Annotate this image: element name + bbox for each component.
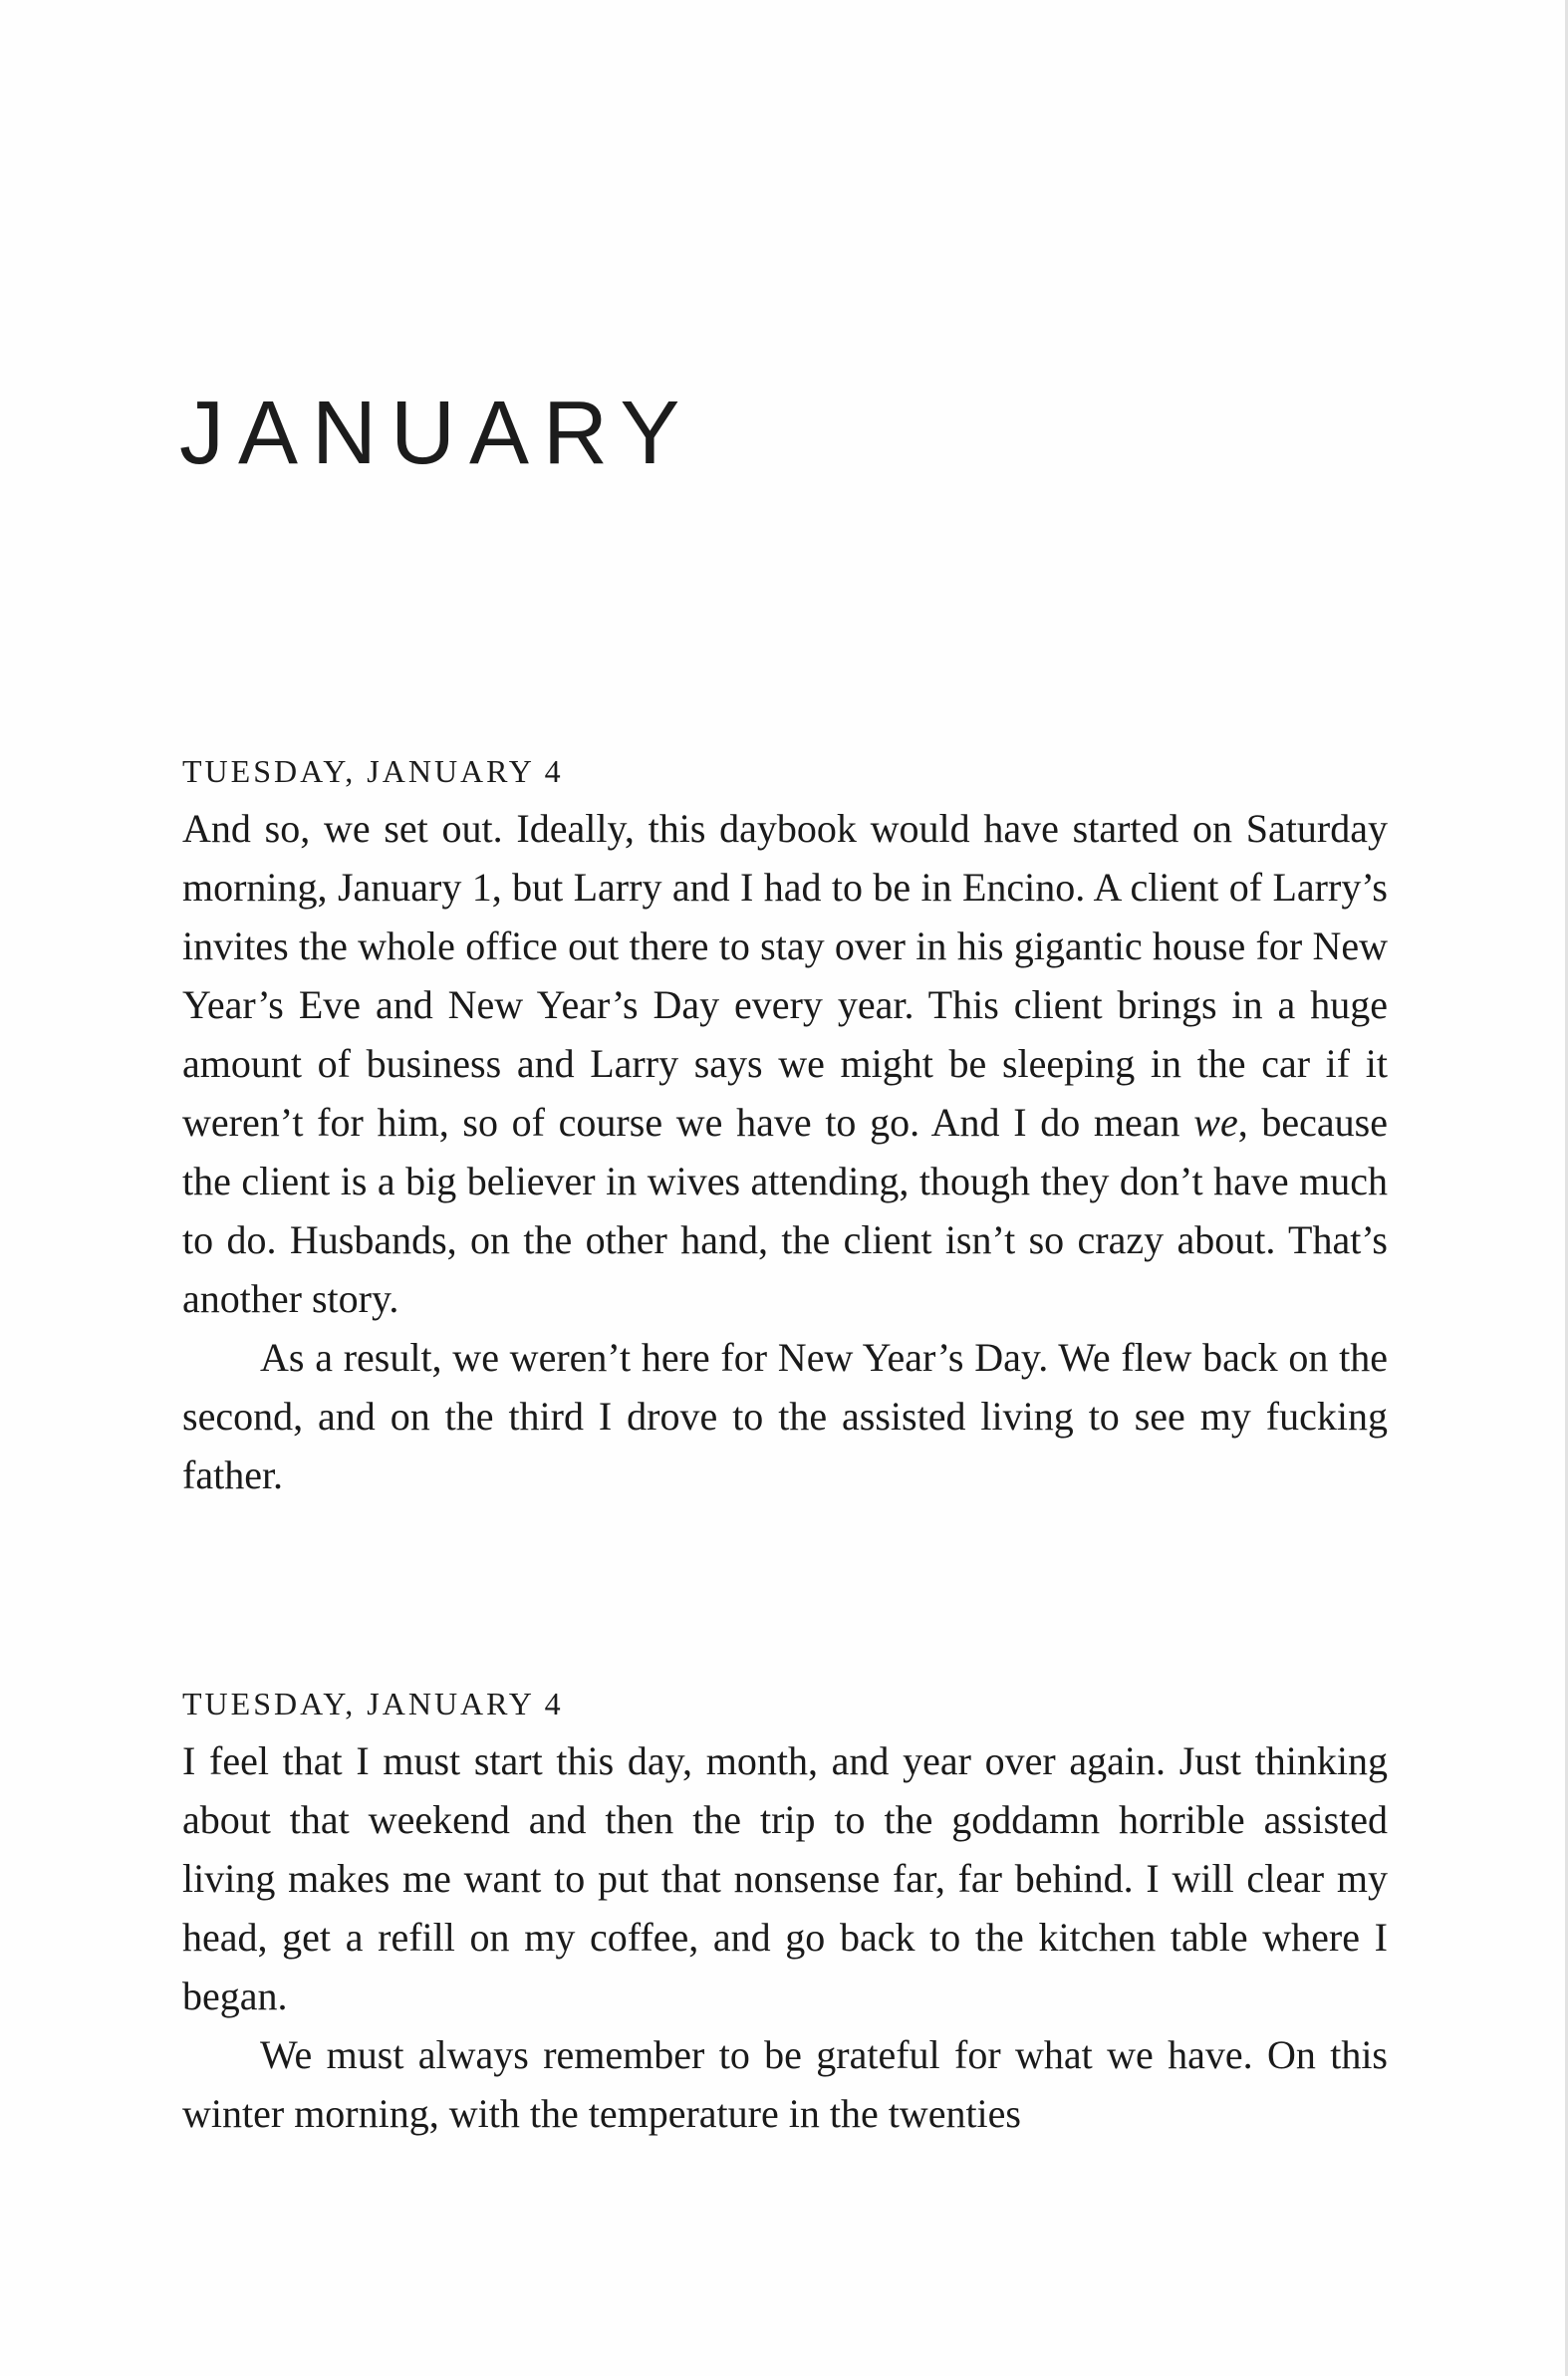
chapter-title: JANUARY <box>179 384 694 483</box>
diary-entry <box>182 749 1388 1504</box>
entry-date: TUESDAY, JANUARY 4 <box>182 1686 564 1721</box>
entry-paragraph: I feel that I must start this day, month, and year over again. Just thinking about that weekend and then the trip to the goddamn horrible assisted living makes me want to put that nonsense far, far behind. I will clear my head, get a refill on my coffee, and go back to the kitchen table where I began. <box>182 1738 1388 2018</box>
entry-body <box>182 1731 1388 2143</box>
entry-paragraph: As a result, we weren’t here for New Year’s Day. We flew back on the second, and on the third I drove to the assisted living to see my fucking father. <box>182 1335 1388 1497</box>
entry-paragraph: We must always remember to be grateful for what we have. On this winter morning, with the temperature in the twenties <box>182 2032 1388 2136</box>
entry-paragraph <box>182 799 1388 1328</box>
entry-date: TUESDAY, JANUARY 4 <box>182 753 564 789</box>
paragraph-text: , because the client is a big believer in wives attending, though they don’t have much to do. Husbands, on the other hand, the client isn’t so crazy about. That’s another story. <box>182 1100 1388 1321</box>
diary-entry <box>182 1682 1388 2143</box>
emphasized-word: we <box>1193 1100 1238 1145</box>
paragraph-text: And so, we set out. Ideally, this daybook would have started on Saturday morning, January 1, but Larry and I had to be in Encino. A client of Larry’s invites the whole office out there to stay over in his gigantic house for New Year’s Eve and New Year’s Day every year. This client brings in a huge amount of business and Larry says we might be sleeping in the car if it weren’t for him, so of course we have to go. And I do mean <box>182 806 1388 1145</box>
entry-body <box>182 799 1388 1504</box>
